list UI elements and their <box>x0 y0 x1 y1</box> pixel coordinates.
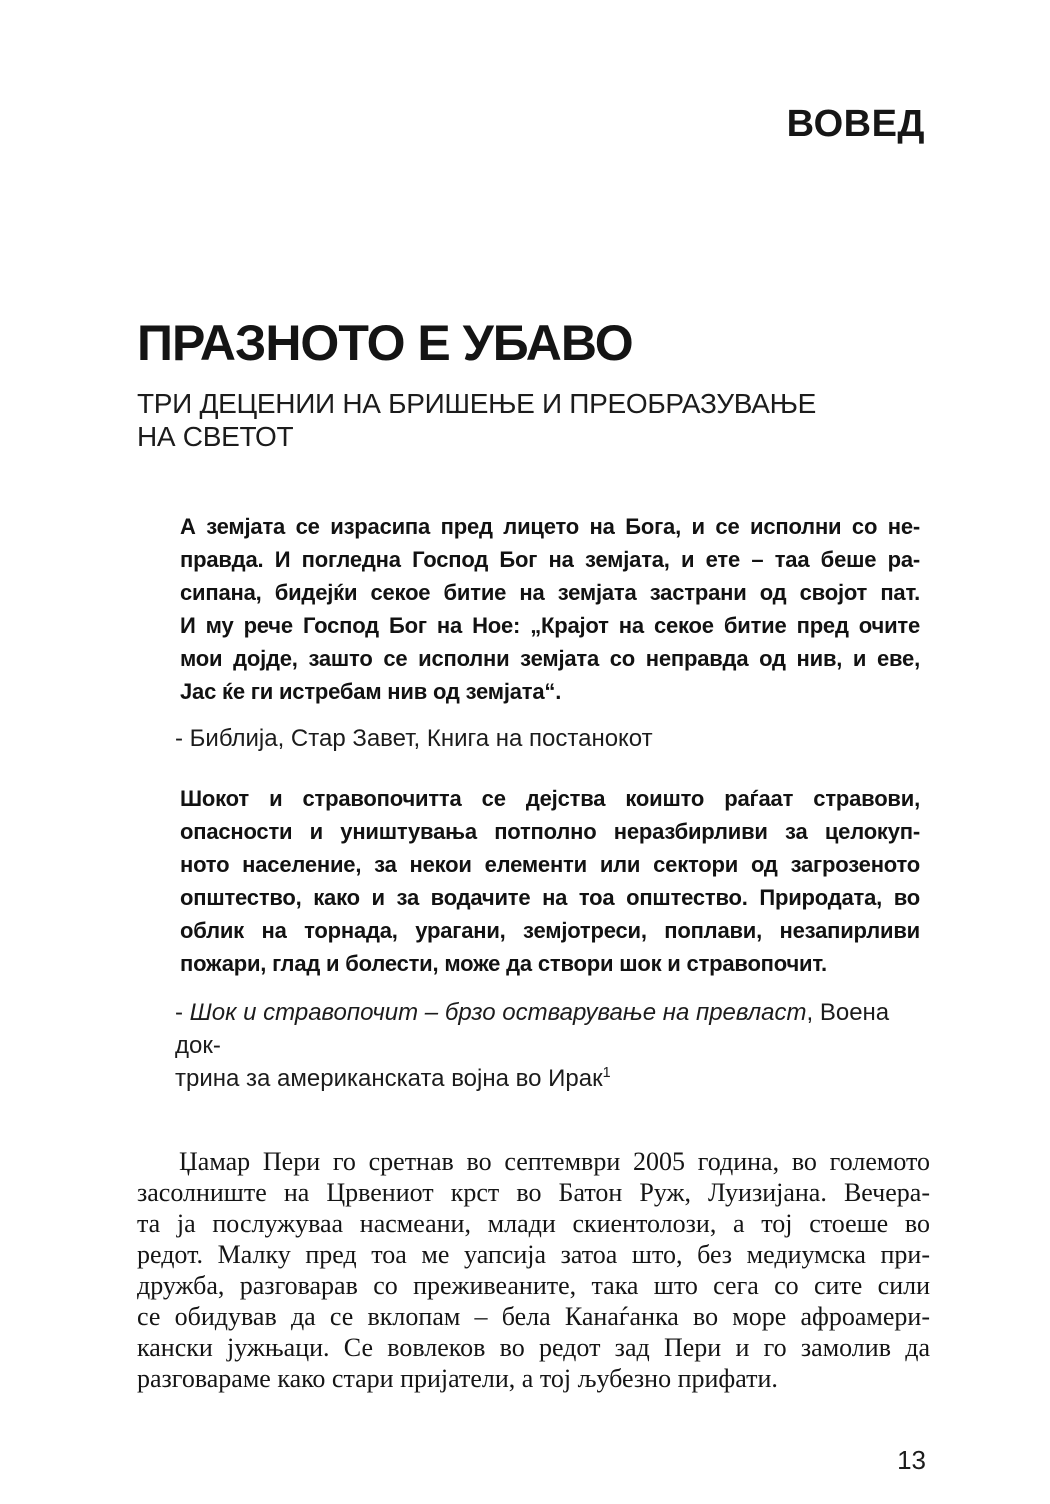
text-line: НА СВЕТОТ <box>137 421 294 452</box>
text-line: мои дојде, зашто се исполни земјата со неправда од нив, и еве, <box>180 646 920 671</box>
text-line: ното население, за некои елементи или сектори од загрозеното <box>180 852 920 877</box>
attribution-source-text: , Воена док- <box>175 999 890 1059</box>
epigraph-2-attribution <box>175 996 930 1095</box>
chapter-subtitle <box>137 387 937 453</box>
text-line: Шокот и стравопочитта се дејства коишто раѓаат стравови, <box>180 786 920 811</box>
text-line: Џамар Пери го сретнав во септември 2005 година, во големото <box>179 1147 930 1176</box>
text-line: сипана, бидејќи секое битие на земјата застрани од својот пат. <box>180 580 920 605</box>
attribution-line-1 <box>175 996 930 1062</box>
footnote-marker: 1 <box>602 1065 611 1081</box>
attribution-dash: - <box>175 999 190 1026</box>
text-line: засолниште на Црвениот крст во Батон Руж, Луизијана. Вечера- <box>137 1178 930 1207</box>
text-line: разговараме како стари пријатели, а тој љубезно прифати. <box>137 1364 778 1393</box>
text-line: та ја послужуваа насмеани, млади скиентолози, а тој стоеше во <box>137 1209 930 1238</box>
running-header: ВОВЕД <box>786 103 925 145</box>
attribution-source-text-continued: трина за американската војна во Ирак <box>175 1065 603 1092</box>
text-line: дружба, разговарав со преживеаните, така што сега со сите сили <box>137 1271 930 1300</box>
attribution-line-2 <box>175 1062 930 1095</box>
text-line: ТРИ ДЕЦЕНИИ НА БРИШЕЊЕ И ПРЕОБРАЗУВАЊЕ <box>137 388 816 419</box>
text-line: правда. И погледна Господ Бог на земјата, и ете – таа беше ра- <box>180 547 920 572</box>
text-line: А земјата се израсипа пред лицето на Бога, и се исполни со не- <box>180 514 920 539</box>
body-paragraph <box>137 1146 930 1394</box>
text-line: редот. Малку пред тоа ме уапсија затоа што, без медиумска при- <box>137 1240 930 1269</box>
epigraph-1-quote <box>180 510 920 708</box>
text-line: облик на торнада, урагани, земјотреси, поплави, незапирливи <box>180 918 920 943</box>
text-line: општество, како и за водачите на тоа општество. Природата, во <box>180 885 920 910</box>
text-line: опасности и уништувања потполно неразбирливи за целокуп- <box>180 819 920 844</box>
page-number: 13 <box>897 1445 926 1475</box>
attribution-work-title: Шок и стравопочит – брзо остварување на превласт <box>189 999 807 1026</box>
text-line: се обидував да се вклопам – бела Канаѓанка во море афроамери- <box>137 1302 930 1331</box>
epigraph-1-attribution: - Библија, Стар Завет, Книга на постанокот <box>175 725 653 752</box>
text-line: кански јужњаци. Се вовлеков во редот зад Пери и го замолив да <box>137 1333 930 1362</box>
epigraph-2-quote <box>180 782 920 980</box>
text-line: пожари, глад и болести, може да створи шок и стравопочит. <box>180 951 827 976</box>
chapter-title: ПРАЗНОТО Е УБАВО <box>137 315 633 371</box>
text-line: Јас ќе ги истребам нив од земјата“. <box>180 679 562 704</box>
text-line: И му рече Господ Бог на Ное: „Крајот на секое битие пред очите <box>180 613 920 638</box>
